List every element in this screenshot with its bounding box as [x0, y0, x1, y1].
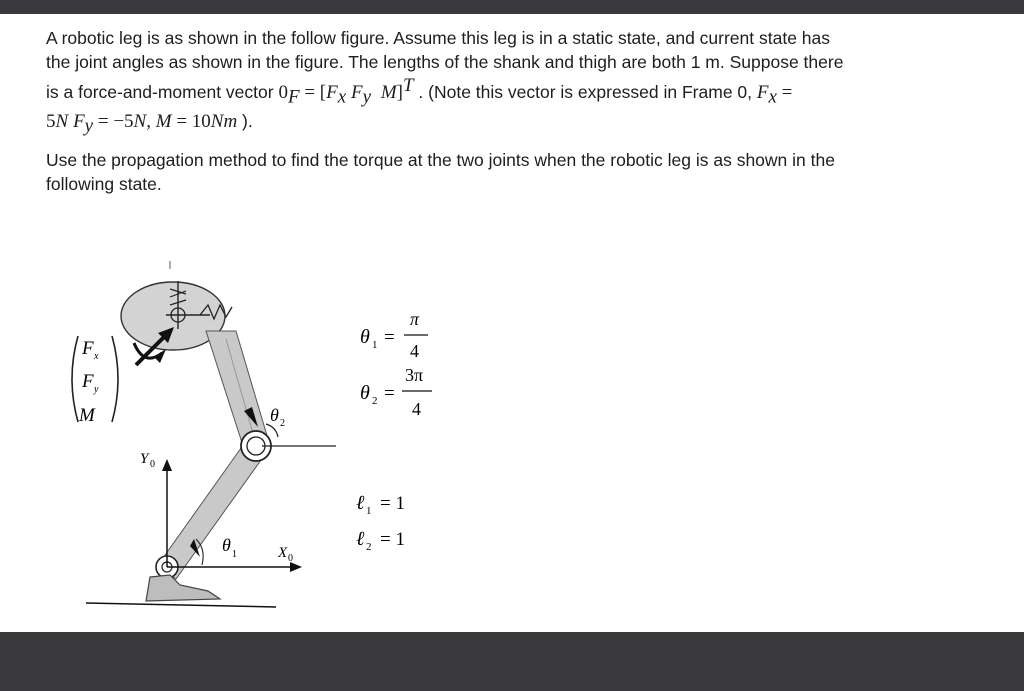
problem-page — [0, 14, 1024, 632]
l2-param: ℓ — [356, 528, 365, 550]
y0-axis-label: Y — [140, 451, 149, 467]
problem-line-1: A robotic leg is as shown in the follow figure. Assume this leg is in a static state, and current state has — [46, 28, 831, 48]
question-line-1: Use the propagation method to find the torque at the two joints when the robotic leg is as shown in the — [46, 150, 835, 170]
foot-icon — [146, 575, 220, 601]
svg-text:1: 1 — [372, 339, 378, 351]
svg-text:=: = — [384, 327, 395, 348]
problem-line-4: 5N $F_y = -5N$, M = 10Nm ). — [46, 111, 253, 137]
vector-fy-label: F — [82, 371, 94, 392]
l1-param: ℓ — [356, 492, 365, 514]
vector-fx-label: F — [82, 338, 94, 359]
svg-text:=: = — [384, 383, 395, 404]
svg-text:2: 2 — [280, 418, 285, 429]
theta2-param-lhs: θ — [360, 382, 370, 404]
ground-line — [86, 603, 276, 607]
svg-text:x: x — [94, 351, 99, 362]
theta2-denominator: 4 — [412, 399, 421, 419]
vector-m-label: M — [79, 405, 95, 426]
force-moment-vector — [72, 336, 118, 426]
top-bar — [0, 0, 1024, 14]
svg-text:2: 2 — [366, 541, 372, 553]
robotic-leg-figure — [30, 239, 460, 619]
theta2-numerator: 3π — [405, 365, 424, 385]
theta1-param-lhs: θ — [360, 326, 370, 348]
parameter-values — [356, 309, 432, 553]
theta1-numerator: π — [410, 309, 420, 329]
theta1-denominator: 4 — [410, 341, 419, 361]
svg-text:1: 1 — [232, 549, 237, 560]
x0-axis-label: X — [278, 545, 288, 561]
svg-text:0: 0 — [288, 553, 293, 564]
svg-text:0: 0 — [150, 459, 155, 470]
problem-statement — [46, 26, 926, 139]
question-statement — [46, 148, 926, 196]
svg-text:2: 2 — [372, 395, 378, 407]
bottom-bar — [0, 632, 1024, 691]
theta1-label: θ — [222, 535, 231, 555]
l2-value: = 1 — [380, 529, 405, 550]
question-line-2: following state. — [46, 174, 162, 194]
svg-text:1: 1 — [366, 505, 372, 517]
problem-line-3: is a force-and-moment vector $0_F = [F_x$ $F_y$ M]$^T$ . (Note this vector is expressed in Frame 0, $F_x$ = — [46, 75, 793, 108]
problem-line-2: the joint angles as shown in the figure. The lengths of the shank and thigh are both 1 m. Suppose there — [46, 52, 844, 72]
theta2-label: θ — [270, 405, 279, 425]
svg-text:y: y — [94, 384, 99, 395]
l1-value: = 1 — [380, 493, 405, 514]
